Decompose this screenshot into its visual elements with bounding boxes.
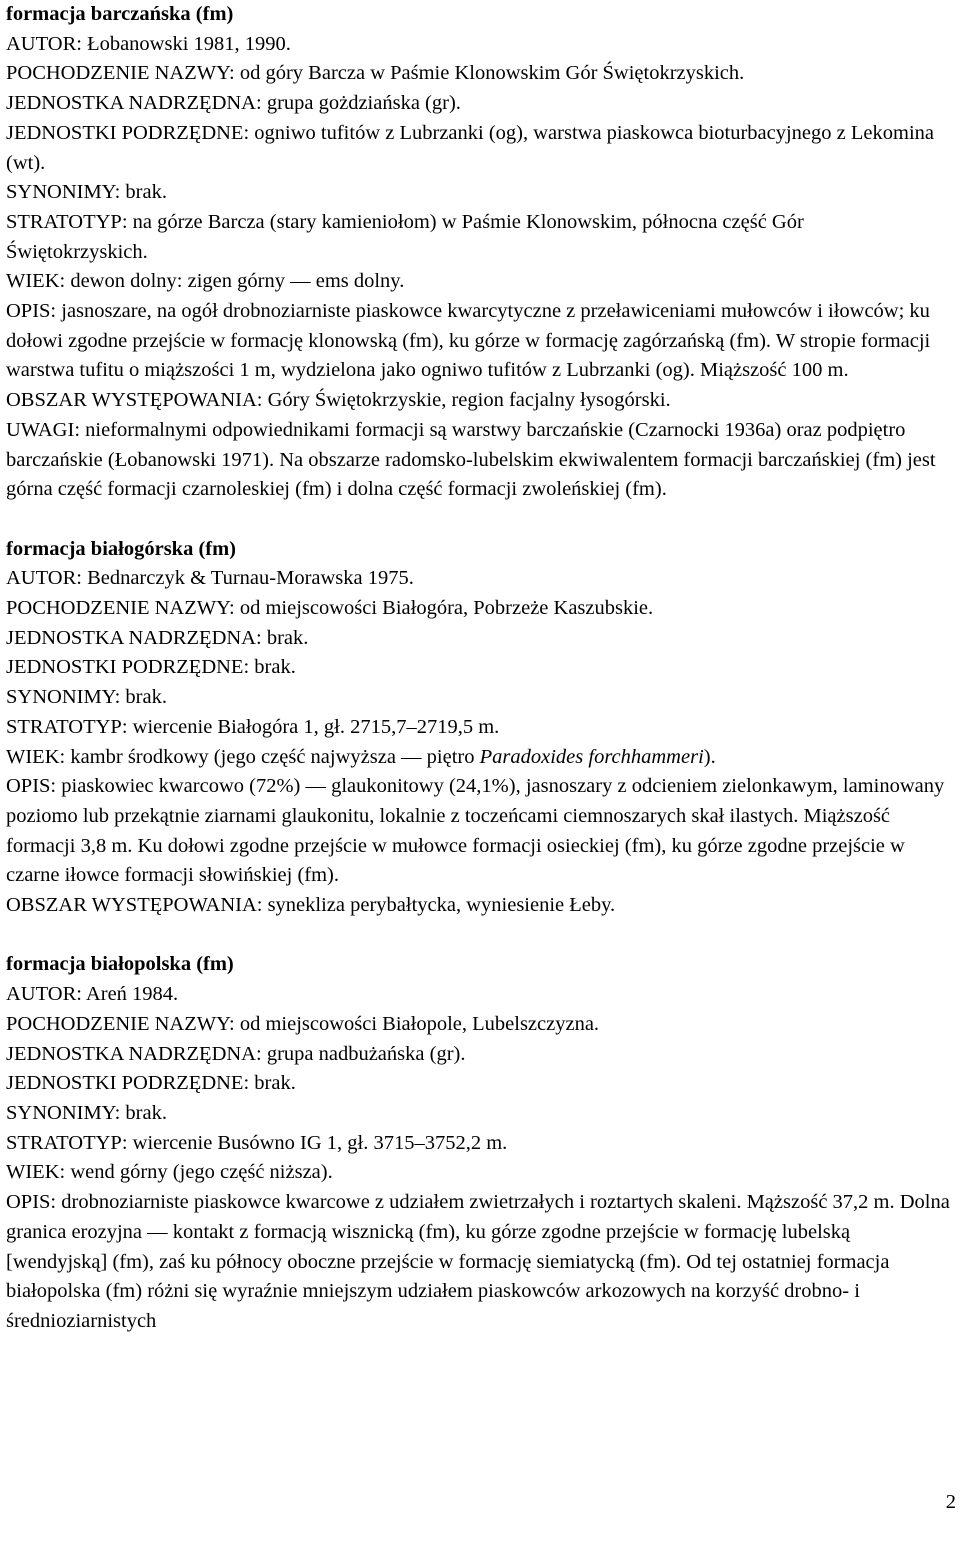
field-text: wiercenie Busówno IG 1, gł. 3715–3752,2 m. [127, 1131, 508, 1154]
field-label: STRATOTYP: [6, 210, 128, 233]
field-text: synekliza perybałtycka, wyniesienie Łeby. [262, 894, 616, 917]
field-text: grupa nadbużańska (gr). [261, 1042, 466, 1065]
field-label: STRATOTYP: [6, 1131, 128, 1154]
field-jednostki-podrzedne [6, 1069, 950, 1099]
field-label: OBSZAR WYSTĘPOWANIA: [6, 894, 263, 917]
field-stratotyp [6, 208, 950, 267]
document-page [6, 0, 950, 1337]
field-label: OPIS: [6, 300, 57, 323]
field-text: na górze Barcza (stary kamieniołom) w Paśmie Klonowskim, północna część Gór Świętokrzyskich. [6, 210, 804, 263]
field-label: SYNONIMY: [6, 1101, 121, 1124]
field-text: piaskowiec kwarcowo (72%) — glaukonitowy (24,1%), jasnoszary z odcieniem zielonkawym, laminowany poziomo lub przekątnie ziarnami glaukonitu, lokalnie z toczeńcami ciemnoszarych skał ilastych. Miąższość formacji 3,8 m. Ku dołowi zgodne przejście w mułowce formacji osieckiej (fm), ku górze zgodne przejście w czarne iłowce formacji słowińskiej (fm). [6, 775, 945, 887]
field-text: kambr środkowy (jego część najwyższa — piętro [65, 745, 480, 768]
field-label: JEDNOSTKI PODRZĘDNE: [6, 1072, 250, 1095]
field-text: wiercenie Białogóra 1, gł. 2715,7–2719,5 m. [127, 715, 500, 738]
field-text: brak. [120, 181, 167, 204]
field-opis [6, 1188, 950, 1337]
field-synonimy [6, 1099, 950, 1129]
field-label: SYNONIMY: [6, 181, 121, 204]
field-jednostka-nadrzedna [6, 1040, 950, 1070]
field-wiek [6, 743, 950, 773]
field-synonimy [6, 178, 950, 208]
entry-title: formacja barczańska (fm) [6, 3, 234, 25]
field-jednostki-podrzedne [6, 119, 950, 178]
field-jednostka-nadrzedna [6, 89, 950, 119]
field-jednostka-nadrzedna [6, 624, 950, 654]
field-label: POCHODZENIE NAZWY: [6, 1012, 235, 1035]
field-pochodzenie-nazwy [6, 594, 950, 624]
field-label: JEDNOSTKI PODRZĘDNE: [6, 121, 250, 144]
field-text: dewon dolny: zigen górny — ems dolny. [65, 270, 405, 293]
field-label: POCHODZENIE NAZWY: [6, 597, 235, 620]
field-label: AUTOR: [6, 32, 82, 55]
field-label: JEDNOSTKA NADRZĘDNA: [6, 92, 262, 115]
field-text: od miejscowości Białopole, Lubelszczyzna. [234, 1012, 600, 1035]
field-text: Góry Świętokrzyskie, region facjalny łysogórski. [262, 389, 671, 412]
field-text: brak. [249, 656, 296, 679]
field-text: grupa gożdziańska (gr). [261, 92, 461, 115]
field-obszar-wystepowania [6, 891, 950, 921]
field-text: brak. [249, 1072, 296, 1095]
field-label: STRATOTYP: [6, 715, 128, 738]
entry-title: formacja białopolska (fm) [6, 953, 234, 976]
field-text: Łobanowski 1981, 1990. [81, 32, 291, 55]
field-label: WIEK: [6, 745, 66, 768]
field-label: UWAGI: [6, 418, 81, 441]
entry-bialogorska [6, 535, 950, 921]
field-jednostki-podrzedne [6, 653, 950, 683]
field-autor [6, 564, 950, 594]
field-label: AUTOR: [6, 983, 82, 1006]
field-text: brak. [261, 626, 309, 649]
field-text: brak. [120, 686, 167, 709]
entry-barczanska [6, 0, 950, 505]
field-stratotyp [6, 713, 950, 743]
field-autor [6, 980, 950, 1010]
field-synonimy [6, 683, 950, 713]
field-autor [6, 30, 950, 60]
field-opis [6, 297, 950, 386]
taxon-name: Paradoxides forchhammeri [479, 745, 704, 768]
field-pochodzenie-nazwy [6, 59, 950, 89]
page-number: 2 [945, 1491, 956, 1513]
field-text: wend górny (jego część niższa). [65, 1161, 333, 1184]
field-label: JEDNOSTKA NADRZĘDNA: [6, 626, 262, 649]
field-obszar-wystepowania [6, 386, 950, 416]
field-opis [6, 772, 950, 891]
field-label: JEDNOSTKA NADRZĘDNA: [6, 1042, 262, 1065]
field-label: WIEK: [6, 1161, 66, 1184]
field-text: drobnoziarniste piaskowce kwarcowe z udziałem zwietrzałych i roztartych skaleni. Mąższość 37,2 m. Dolna granica erozyjna — kontakt z formacją wisznicką (fm), ku górze zgodne przejście w formację lubelską [wendyjską] (fm), zaś ku północy oboczne przejście w formację siemiatycką (fm). Od tej ostatniej formacja białopolska (fm) różni się wyraźnie mniejszym udziałem piaskowców arkozowych na korzyść drobno- i średnioziarnistych [6, 1191, 950, 1332]
field-label: OPIS: [6, 1191, 57, 1214]
field-text-after: ). [703, 745, 716, 768]
field-text: brak. [120, 1101, 167, 1124]
field-label: SYNONIMY: [6, 686, 121, 709]
field-text: Areń 1984. [81, 983, 179, 1006]
field-uwagi [6, 416, 950, 505]
field-wiek [6, 1158, 950, 1188]
entry-title: formacja białogórska (fm) [6, 537, 237, 560]
field-label: AUTOR: [6, 567, 82, 590]
field-label: OBSZAR WYSTĘPOWANIA: [6, 389, 263, 412]
field-label: POCHODZENIE NAZWY: [6, 62, 235, 85]
field-wiek [6, 267, 950, 297]
field-text: nieformalnymi odpowiednikami formacji są warstwy barczańskie (Czarnocki 1936a) oraz podpiętro barczańskie (Łobanowski 1971). Na obszarze radomsko-lubelskim ekwiwalentem formacji barczańskiej (fm) jest górna część formacji czarnoleskiej (fm) i dolna część formacji zwoleńskiej (fm). [6, 418, 936, 501]
field-text: Bednarczyk & Turnau-Morawska 1975. [81, 567, 414, 590]
field-text: jasnoszare, na ogół drobnoziarniste piaskowce kwarcytyczne z przeławiceniami mułowców i iłowców; ku dołowi zgodne przejście w formację klonowską (fm), ku górze w formację zagórzańską (fm). W stropie formacji warstwa tufitu o miąższości 1 m, wydzielona jako ogniwo tufitów z Lubrzanki (og). Miąższość 100 m. [6, 300, 931, 382]
field-label: JEDNOSTKI PODRZĘDNE: [6, 656, 250, 679]
entry-bialopolska [6, 950, 950, 1336]
field-text: od góry Barcza w Paśmie Klonowskim Gór Świętokrzyskich. [234, 62, 745, 85]
field-label: OPIS: [6, 775, 57, 798]
field-label: WIEK: [6, 270, 66, 293]
field-stratotyp [6, 1129, 950, 1159]
field-pochodzenie-nazwy [6, 1010, 950, 1040]
field-text: ogniwo tufitów z Lubrzanki (og), warstwa piaskowca bioturbacyjnego z Lekomina (wt). [6, 121, 934, 174]
field-text: od miejscowości Białogóra, Pobrzeże Kaszubskie. [234, 597, 654, 620]
